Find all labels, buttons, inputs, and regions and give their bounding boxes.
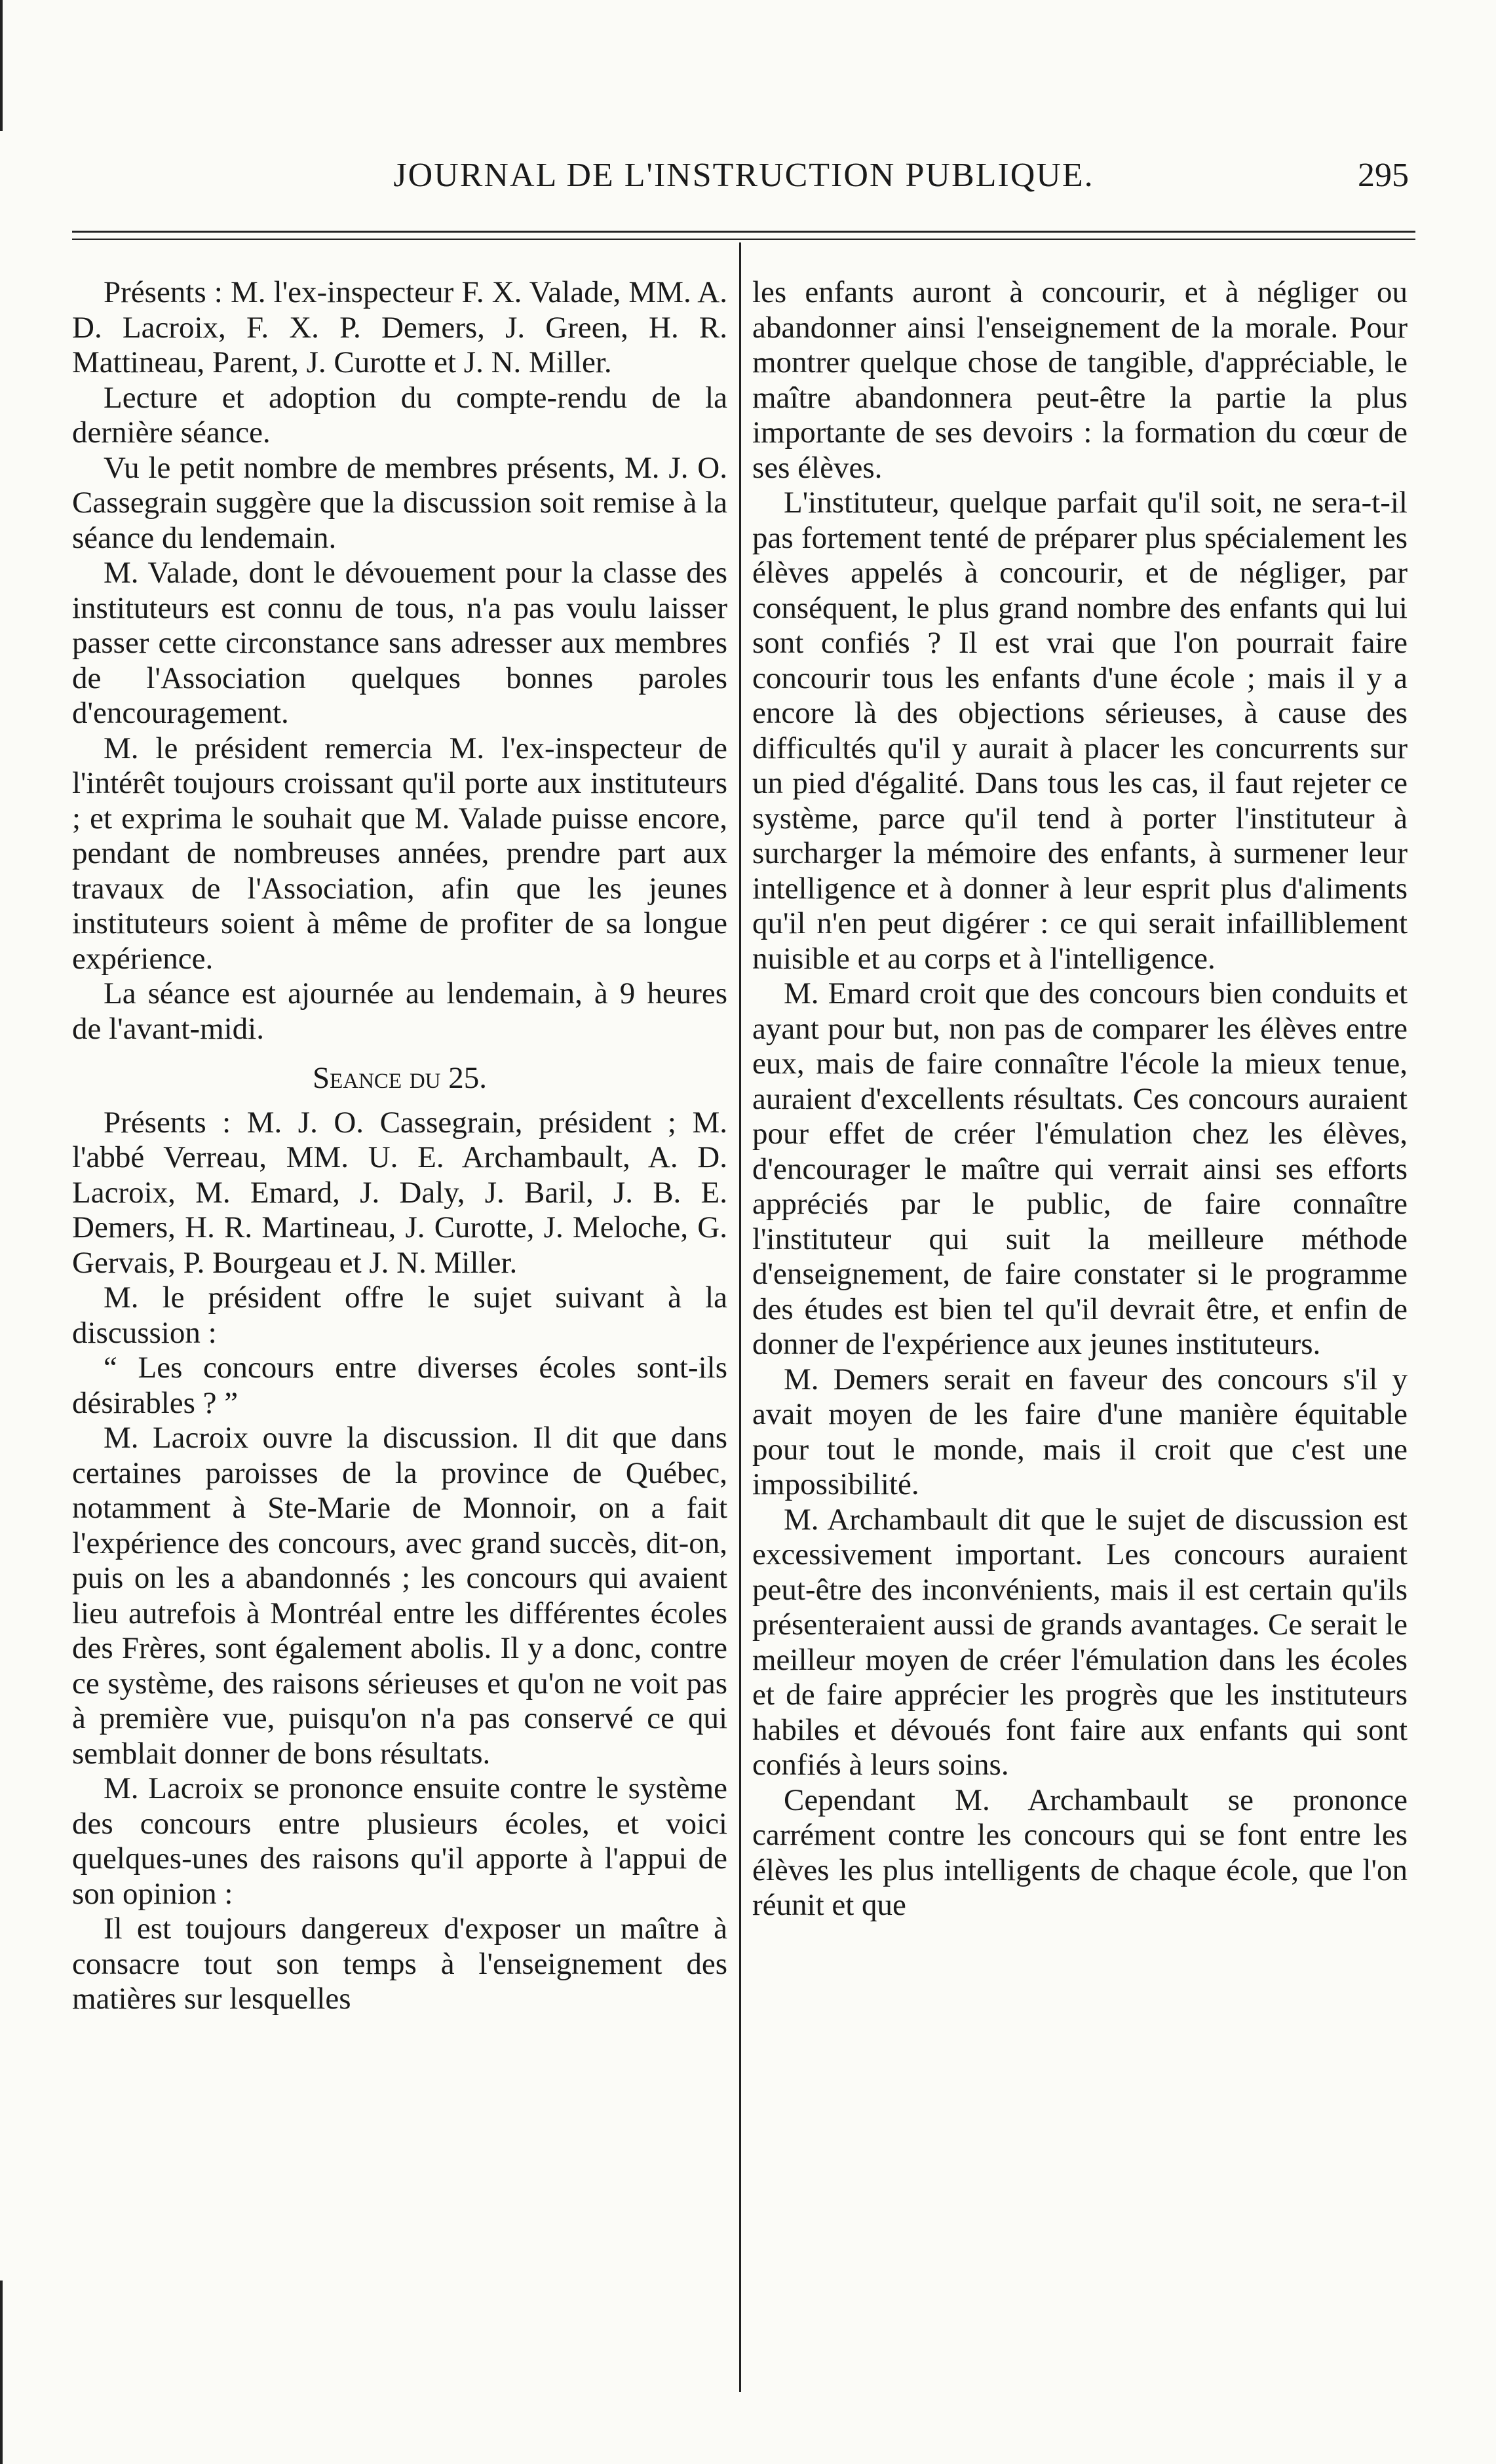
- page-edge-mark: [0, 0, 3, 131]
- paragraph: M. Emard croit que des concours bien conduits et ayant pour but, non pas de comparer les élèves entre eux, mais de faire connaître l'école la mieux tenue, auraient d'excellents résultats. Ces concours auraient pour effet de créer l'émulation chez les élèves, d'encourager le maître qui verrait ainsi ses efforts appréciés par le public, de faire connaître l'instituteur qui suit la meilleure méthode d'enseignement, de faire constater si le programme des études est bien tel qu'il devrait être, et enfin de donner de l'expérience aux jeunes instituteurs.: [752, 976, 1408, 1361]
- paragraph: Il est toujours dangereux d'exposer un maître à consacre tout son temps à l'enseignement des matières sur lesquelles: [72, 1912, 727, 2016]
- header-rule: [72, 239, 1415, 240]
- paragraph-continued: les enfants auront à concourir, et à négliger ou abandonner ainsi l'enseignement de la morale. Pour montrer quelque chose de tangible, d'appréciable, le maître abandonnera peut-être la partie la plus importante de ses devoirs : la formation du cœur de ses élèves.: [752, 275, 1408, 485]
- paragraph: M. Valade, dont le dévouement pour la classe des instituteurs est connu de tous, n'a pas voulu laisser passer cette circonstance sans adresser aux membres de l'Association quelques bonnes paroles d'encouragement.: [72, 556, 727, 730]
- page-number: 295: [1358, 157, 1409, 194]
- paragraph: M. Lacroix ouvre la discussion. Il dit que dans certaines paroisses de la province de Québec, notamment à Ste-Marie de Monnoir, on a fait l'expérience des concours, avec grand succès, dit-on, puis on les a abandonnés ; les concours qui avaient lieu autrefois à Montréal entre les différentes écoles des Frères, sont également abolis. Il y a donc, contre ce système, des raisons sérieuses et qu'on ne voit pas à première vue, puisqu'on n'a pas conservé ce qui semblait donner de bons résultats.: [72, 1421, 727, 1771]
- header-rule: [72, 231, 1415, 233]
- paragraph: “ Les concours entre diverses écoles sont-ils désirables ? ”: [72, 1351, 727, 1420]
- paragraph: Lecture et adoption du compte-rendu de la dernière séance.: [72, 380, 727, 450]
- running-header: [72, 149, 1415, 202]
- paragraph: M. le président remercia M. l'ex-inspecteur de l'intérêt toujours croissant qu'il porte aux instituteurs ; et exprima le souhait que M. Valade puisse encore, pendant de nombreuses années, prendre part aux travaux de l'Association, afin que les jeunes instituteurs soient à même de profiter de sa longue expérience.: [72, 731, 727, 976]
- right-column: [752, 275, 1408, 1923]
- paragraph: La séance est ajournée au lendemain, à 9 heures de l'avant-midi.: [72, 976, 727, 1046]
- paragraph: Présents : M. l'ex-inspecteur F. X. Valade, MM. A. D. Lacroix, F. X. P. Demers, J. Green, H. R. Mattineau, Parent, J. Curotte et J. N. Miller.: [72, 275, 727, 379]
- column-divider: [739, 242, 741, 2392]
- paragraph: L'instituteur, quelque parfait qu'il soit, ne sera-t-il pas fortement tenté de préparer plus spécialement les élèves appelés à concourir, et de négliger, par conséquent, le plus grand nombre des enfants qui lui sont confiés ? Il est vrai que l'on pourrait faire concourir tous les enfants d'une école ; mais il y a encore là des objections sérieuses, à cause des difficultés qu'il y aurait à placer les concurrents sur un pied d'égalité. Dans tous les cas, il faut rejeter ce système, parce qu'il tend à porter l'instituteur à surcharger la mémoire des enfants, à surmener leur intelligence et à donner à leur esprit plus d'aliments qu'il n'en peut digérer : ce qui serait infailliblement nuisible et au corps et à l'intelligence.: [752, 486, 1408, 976]
- paragraph: M. Archambault dit que le sujet de discussion est excessivement important. Les concours auraient peut-être des inconvénients, mais il est certain qu'ils présenteraient aussi de grands avantages. Ce serait le meilleur moyen de créer l'émulation dans les écoles et de faire apprécier les progrès que les instituteurs habiles et dévoués font faire aux enfants qui sont confiés à leurs soins.: [752, 1502, 1408, 1782]
- left-column: [72, 275, 727, 2017]
- paragraph: M. Demers serait en faveur des concours s'il y avait moyen de les faire d'une manière équitable pour tout le monde, mais il croit que c'est une impossibilité.: [752, 1362, 1408, 1501]
- paragraph: Vu le petit nombre de membres présents, M. J. O. Cassegrain suggère que la discussion soit remise à la séance du lendemain.: [72, 450, 727, 555]
- paragraph: M. Lacroix se prononce ensuite contre le système des concours entre plusieurs écoles, et voici quelques-unes des raisons qu'il apporte à l'appui de son opinion :: [72, 1771, 727, 1911]
- paragraph: M. le président offre le sujet suivant à la discussion :: [72, 1280, 727, 1350]
- paragraph: Cependant M. Archambault se prononce carrément contre les concours qui se font entre les élèves les plus intelligents de chaque école, que l'on réunit et que: [752, 1782, 1408, 1922]
- page-edge-mark: [0, 2281, 3, 2464]
- section-heading: Seance du 25.: [312, 1061, 488, 1095]
- journal-title: JOURNAL DE L'INSTRUCTION PUBLIQUE.: [393, 157, 1094, 194]
- paragraph: Présents : M. J. O. Cassegrain, président ; M. l'abbé Verreau, MM. U. E. Archambault, A. D. Lacroix, M. Emard, J. Daly, J. Baril, J. B. E. Demers, H. R. Martineau, J. Curotte, J. Meloche, G. Gervais, P. Bourgeau et J. N. Miller.: [72, 1105, 727, 1280]
